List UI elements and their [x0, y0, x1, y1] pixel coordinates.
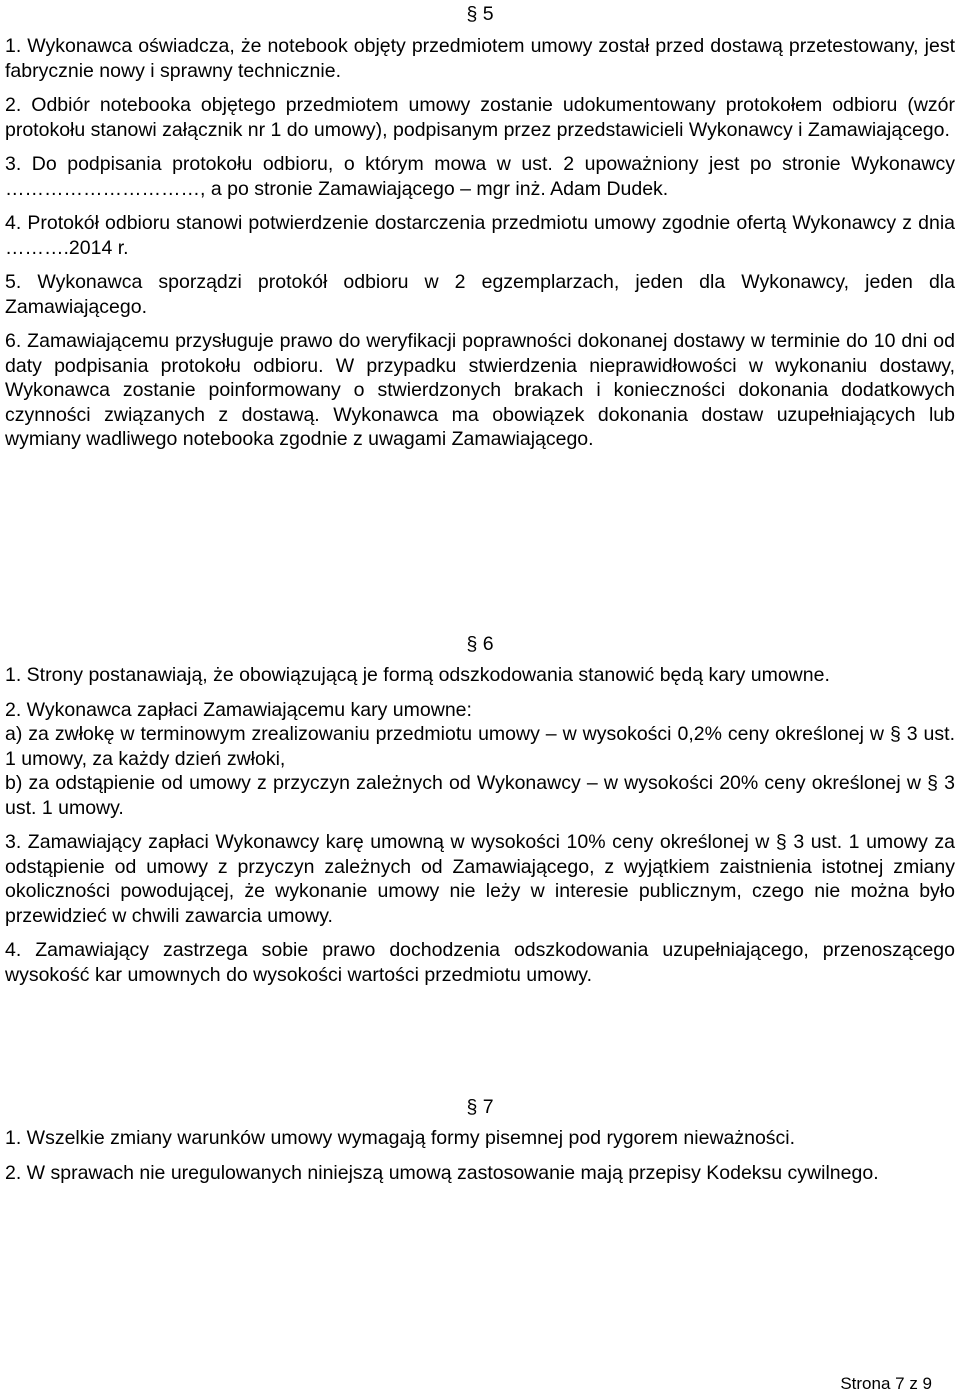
section-heading-7: § 7 — [466, 1096, 494, 1118]
paragraph-5-1: 1. Wykonawca oświadcza, że notebook objęty przedmiotem umowy został przed dostawą przetestowany, jest fabrycznie nowy i sprawny technicznie. — [5, 35, 955, 82]
paragraph-7-2: 2. W sprawach nie uregulowanych niniejszą umową zastosowanie mają przepisy Kodeksu cywilnego. — [5, 1161, 879, 1184]
page-number-footer: Strona 7 z 9 — [840, 1374, 932, 1393]
paragraph-6-4: 4. Zamawiający zastrzega sobie prawo dochodzenia odszkodowania uzupełniającego, przenoszącego wysokość kar umownych do wysokości wartości przedmiotu umowy. — [5, 939, 955, 986]
paragraph-5-4: 4. Protokół odbioru stanowi potwierdzenie dostarczenia przedmiotu umowy zgodnie ofertą Wykonawcy z dnia ……….2014 r. — [5, 212, 955, 259]
paragraph-6-2 — [5, 698, 955, 821]
paragraph-6-2-b: b) za odstąpienie od umowy z przyczyn zależnych od Wykonawcy – w wysokości 20% ceny określonej w § 3 ust. 1 umowy. — [5, 772, 955, 819]
paragraph-5-6: 6. Zamawiającemu przysługuje prawo do weryfikacji poprawności dokonanej dostawy w terminie do 10 dni od daty podpisania protokołu odbioru. W przypadku stwierdzenia nieprawidłowości w wykonaniu dostawy, Wykonawca zostanie poinformowany o stwierdzonych brakach i konieczności dokonania dodatkowych czynności związanych z dostawą. Wykonawca ma obowiązek dokonania dostaw uzupełniających lub wymiany wadliwego notebooka zgodnie z uwagami Zamawiającego. — [5, 330, 955, 450]
paragraph-5-2: 2. Odbiór notebooka objętego przedmiotem umowy zostanie udokumentowany protokołem odbioru (wzór protokołu stanowi załącznik nr 1 do umowy), podpisanym przez przedstawicieli Wykonawcy i Zamawiającego. — [5, 94, 955, 141]
paragraph-5-3: 3. Do podpisania protokołu odbioru, o którym mowa w ust. 2 upoważniony jest po stronie Wykonawcy …………………………, a po stronie Zamawiającego – mgr inż. Adam Dudek. — [5, 153, 955, 200]
paragraph-6-2-a: a) za zwłokę w terminowym zrealizowaniu przedmiotu umowy – w wysokości 0,2% ceny określonej w § 3 ust. 1 umowy, za każdy dzień zwłoki, — [5, 723, 955, 770]
section-6-body — [5, 663, 955, 997]
paragraph-6-2-intro: 2. Wykonawca zapłaci Zamawiającemu kary umowne: — [5, 698, 472, 721]
paragraph-6-1: 1. Strony postanawiają, że obowiązującą je formą odszkodowania stanowić będą kary umowne. — [5, 664, 830, 686]
section-5-body — [5, 34, 955, 462]
section-heading-6: § 6 — [466, 633, 494, 655]
paragraph-7-1: 1. Wszelkie zmiany warunków umowy wymagają formy pisemnej pod rygorem nieważności. — [5, 1127, 796, 1149]
section-heading-5: § 5 — [466, 3, 494, 25]
paragraph-6-3: 3. Zamawiający zapłaci Wykonawcy karę umowną w wysokości 10% ceny określonej w § 3 ust. 1 umowy za odstąpienie od umowy z przyczyn zależnych od Zamawiającego, z wyjątkiem zaistnienia istotnej zmiany okoliczności powodującej, że wykonanie umowy nie leży w interesie publicznym, czego nie można było przewidzieć w chwili zawarcia umowy. — [5, 831, 955, 927]
paragraph-5-5: 5. Wykonawca sporządzi protokół odbioru w 2 egzemplarzach, jeden dla Wykonawcy, jeden dla Zamawiającego. — [5, 271, 955, 318]
section-7-body — [5, 1126, 955, 1195]
